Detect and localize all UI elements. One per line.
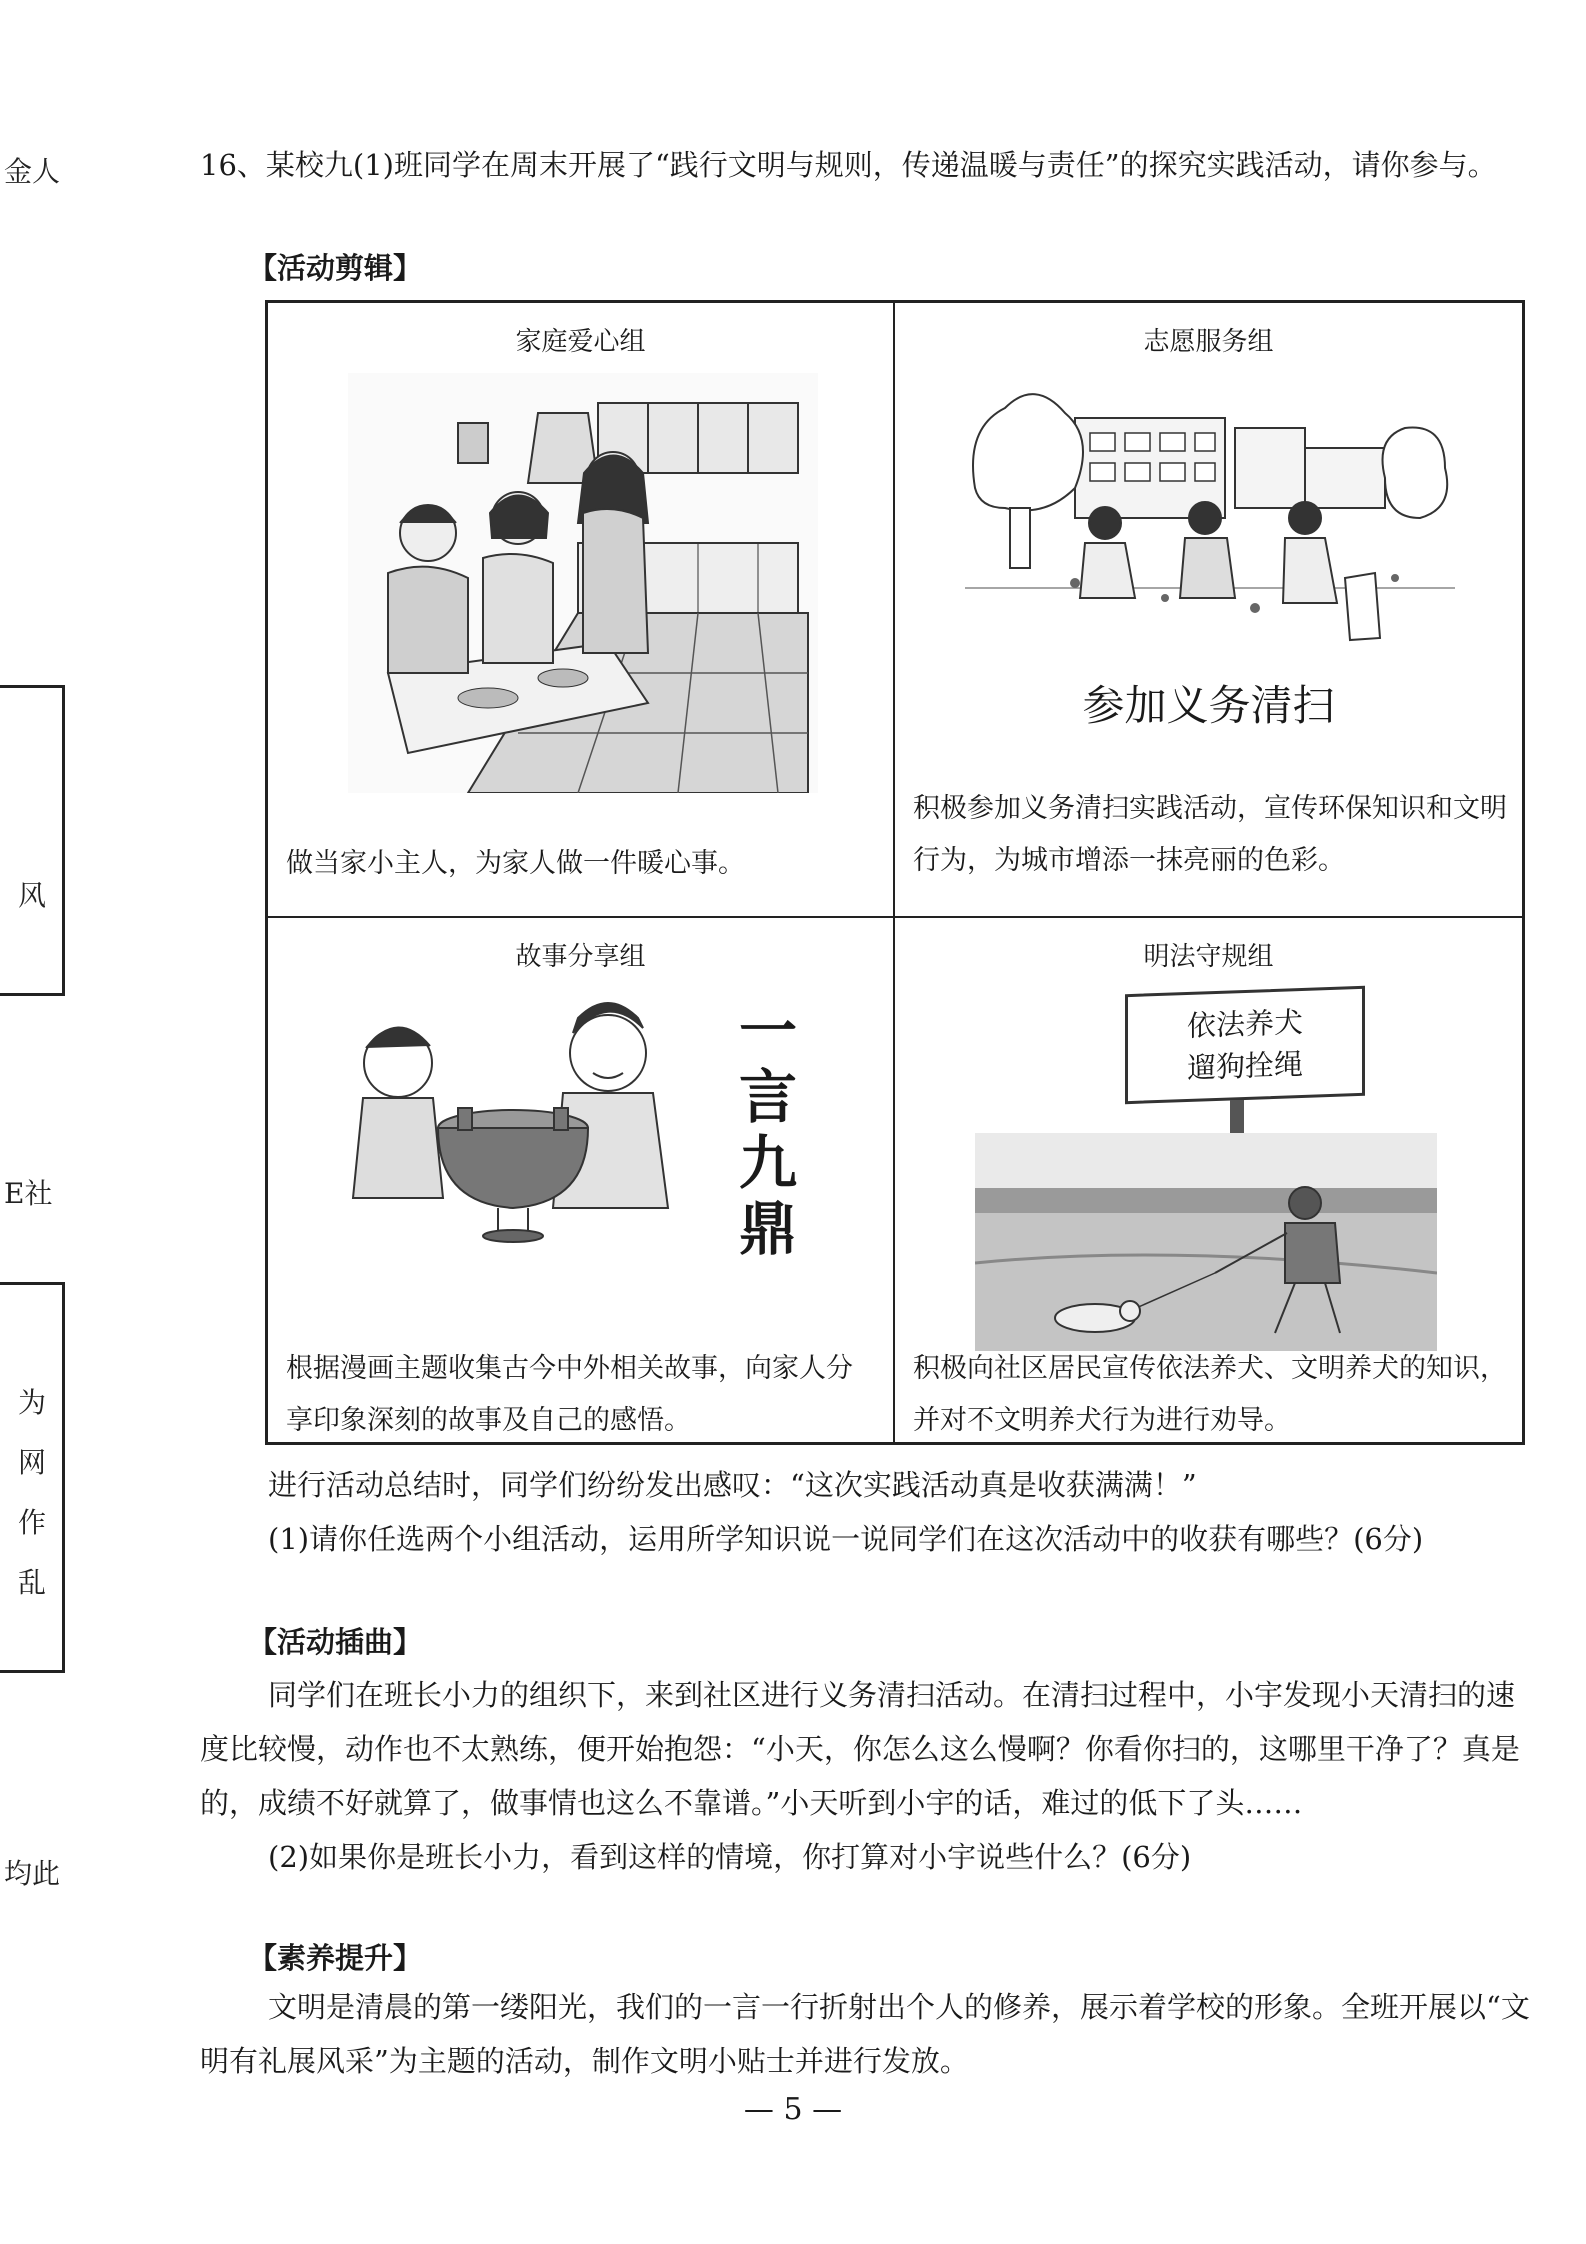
cell-description: 根据漫画主题收集古今中外相关故事，向家人分享印象深刻的故事及自己的感悟。 (286, 1353, 853, 1436)
cell-description: 积极向社区居民宣传依法养犬、文明养犬的知识，并对不文明养犬行为进行劝导。 (913, 1353, 1507, 1436)
question-16-title: 16、某校九(1)班同学在周末开展了“践行文明与规则，传递温暖与责任”的探究实践活动，请你参与。 (200, 148, 1497, 182)
cell-title: 志愿服务组 (1143, 327, 1274, 357)
margin-fragment-box2-1: 为 (18, 1386, 47, 1419)
dog-walking-photo (975, 1133, 1437, 1351)
calligraphy-char: 一 (738, 997, 797, 1065)
ancient-tripod-cartoon (338, 988, 708, 1248)
activity-episode-heading: 【活动插曲】 (248, 1625, 423, 1659)
question-2: (2)如果你是班长小力，看到这样的情境，你打算对小宇说些什么？(6分) (268, 1840, 1192, 1874)
page-number: — 5 — (743, 2092, 843, 2127)
sign-post (1230, 1100, 1244, 1134)
margin-fragment-box1: 风 (18, 879, 47, 912)
calligraphy-char: 九 (738, 1129, 797, 1197)
cell-description: 做当家小主人，为家人做一件暖心事。 (286, 848, 745, 879)
margin-fragment-box2-3: 作 (18, 1506, 47, 1539)
dog-leash-sign (1125, 986, 1365, 1104)
calligraphy-idiom (728, 998, 808, 1262)
volunteer-cleanup-illustration (965, 368, 1455, 658)
margin-fragment-top: 金人 (4, 155, 61, 188)
family-kitchen-illustration (348, 373, 818, 793)
activity-summary: 进行活动总结时，同学们纷纷发出感叹：“这次实践活动真是收获满满！” (268, 1468, 1197, 1502)
margin-fragment-bottom: 均此 (4, 1857, 61, 1890)
cell-title: 故事分享组 (515, 942, 646, 972)
cell-volunteer-service-group (895, 303, 1522, 918)
sign-line: 遛狗拴绳 (1186, 1046, 1303, 1086)
activity-clip-heading: 【活动剪辑】 (248, 251, 423, 285)
sign-line: 依法养犬 (1186, 1004, 1303, 1044)
margin-binding-box-1 (0, 685, 65, 996)
cell-law-abiding-group (895, 918, 1522, 1442)
activity-grid (265, 300, 1525, 1445)
margin-fragment-box2-4: 乱 (18, 1566, 47, 1599)
episode-text: 同学们在班长小力的组织下，来到社区进行义务清扫活动。在清扫过程中，小宇发现小天清扫的速度比较慢，动作也不太熟练，便开始抱怨：“小天，你怎么这么慢啊？你看你扫的，这哪里干净了？真是的，成绩不好就算了，做事情也这么不靠谱。”小天听到小宇的话，难过的低下了头…… (200, 1678, 1520, 1820)
calligraphy-char: 言 (738, 1063, 797, 1131)
literacy-text: 文明是清晨的第一缕阳光，我们的一言一行折射出个人的修养，展示着学校的形象。全班开展以“文明有礼展风采”为主题的活动，制作文明小贴士并进行发放。 (200, 1990, 1530, 2078)
calligraphy-char: 鼎 (738, 1195, 797, 1263)
margin-fragment-box2-2: 网 (18, 1446, 47, 1479)
cell-story-sharing-group (268, 918, 895, 1442)
cell-title: 明法守规组 (1143, 942, 1274, 972)
cell-family-love-group (268, 303, 895, 918)
margin-binding-box-2 (0, 1282, 65, 1673)
literacy-heading: 【素养提升】 (248, 1941, 423, 1975)
cell-description: 积极参加义务清扫实践活动，宣传环保知识和文明行为，为城市增添一抹亮丽的色彩。 (913, 793, 1507, 876)
margin-fragment-mid: E社 (4, 1177, 53, 1210)
cleanup-banner: 参加义务清扫 (1082, 681, 1335, 730)
cell-title: 家庭爱心组 (515, 327, 646, 357)
question-1: (1)请你任选两个小组活动，运用所学知识说一说同学们在这次活动中的收获有哪些？(6分) (268, 1522, 1424, 1556)
